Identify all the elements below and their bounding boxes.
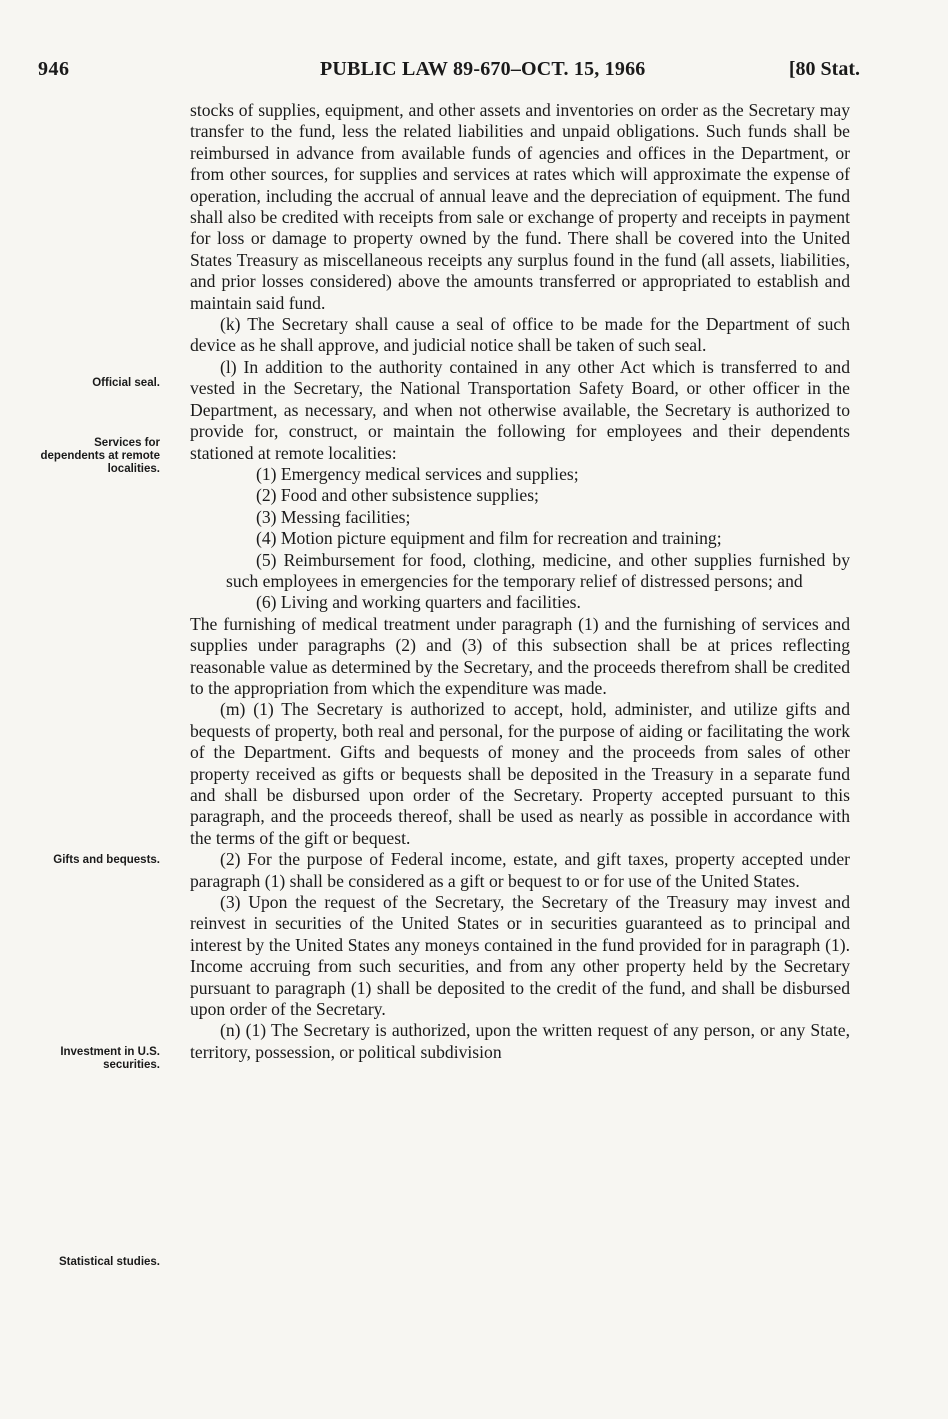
margin-note-gifts: Gifts and bequests.: [53, 854, 160, 866]
subsection-l-closing: The furnishing of medical treatment under paragraph (1) and the furnishing of services and supplies under paragraphs (2) and (3) of this subsection shall be at prices reflecting reasonable value as determined by the Secretary, and the proceeds therefrom shall be credited to the appropriation from which the expenditure was made.: [190, 613, 850, 698]
subsection-m2: (2) For the purpose of Federal income, estate, and gift taxes, property accepted under paragraph (1) shall be considered as a gift or bequest to or for use of the United States.: [190, 849, 850, 891]
page-header: [0, 58, 948, 84]
page-number: 946: [38, 58, 70, 80]
margin-note-investment: Investment in U.S. securities.: [60, 1046, 160, 1071]
margin-note-statistical: Statistical studies.: [59, 1256, 160, 1268]
subsection-l-intro: (l) In addition to the authority contained in any other Act which is transferred to and vested in the Secretary, the National Transportation Safety Board, or other officer in the Department, as necessary, and when not otherwise available, the Secretary is authorized to provide for, construct, or maintain the following for employees and their dependents stationed at remote localities:: [190, 356, 850, 463]
subsection-m1: (m) (1) The Secretary is authorized to accept, hold, administer, and utilize gifts and bequests of property, both real and personal, for the purpose of aiding or facilitating the work of the Department. Gifts and bequests of money and the proceeds from sales of other property received as gifts or bequests shall be deposited in the Treasury in a separate fund and shall be disbursed upon order of the Secretary. Property accepted pursuant to this paragraph, and the proceeds thereof, shall be used as nearly as possible in accordance with the terms of the gift or bequest.: [190, 699, 850, 848]
subsection-n1: (n) (1) The Secretary is authorized, upon the written request of any person, or any State, territory, possession, or political subdivision: [190, 1020, 850, 1062]
continuation-paragraph: stocks of supplies, equipment, and other assets and inventories on order as the Secretary may transfer to the fund, less the related liabilities and unpaid obligations. Such funds shall be reimbursed in advance from available funds of agencies and offices in the Department, or from other sources, for supplies and services at rates which will approximate the expense of operation, including the accrual of annual leave and the depreciation of equipment. The fund shall also be credited with receipts from sale or exchange of property and receipts in payment for loss or damage to property owned by the fund. There shall be covered into the United States Treasury as miscellaneous receipts any surplus found in the fund (all assets, liabilities, and prior losses considered) above the amounts transferred or appropriated to establish and maintain said fund.: [190, 100, 850, 313]
subsection-m3: (3) Upon the request of the Secretary, the Secretary of the Treasury may invest and reinvest in securities of the United States or in securities guaranteed as to principal and interest by the United States any moneys contained in the fund provided for in paragraph (1). Income accruing from such securities, and from any other property held by the Secretary pursuant to paragraph (1) shall be deposited to the credit of the fund, and shall be disbursed upon order of the Secretary.: [190, 892, 850, 1020]
list-item: (6) Living and working quarters and facilities.: [256, 592, 581, 613]
margin-note-services: Services for dependents at remote localities.: [40, 437, 160, 475]
subsection-k: (k) The Secretary shall cause a seal of office to be made for the Department of such device as he shall approve, and judicial notice shall be taken of such seal.: [190, 314, 850, 356]
list-item: (3) Messing facilities;: [256, 506, 411, 527]
list-item: (2) Food and other subsistence supplies;: [256, 485, 539, 506]
running-title: PUBLIC LAW 89-670–OCT. 15, 1966: [320, 58, 646, 80]
list-item: (5) Reimbursement for food, clothing, medicine, and other supplies furnished by such employees in emergencies for the temporary relief of distressed persons; and: [226, 549, 850, 591]
statute-reference: [80 Stat.: [788, 58, 860, 80]
margin-note-official-seal: Official seal.: [92, 377, 160, 389]
list-item: (4) Motion picture equipment and film for recreation and training;: [256, 528, 722, 549]
statute-body: [190, 100, 850, 1063]
list-item: (1) Emergency medical services and supplies;: [256, 463, 579, 484]
